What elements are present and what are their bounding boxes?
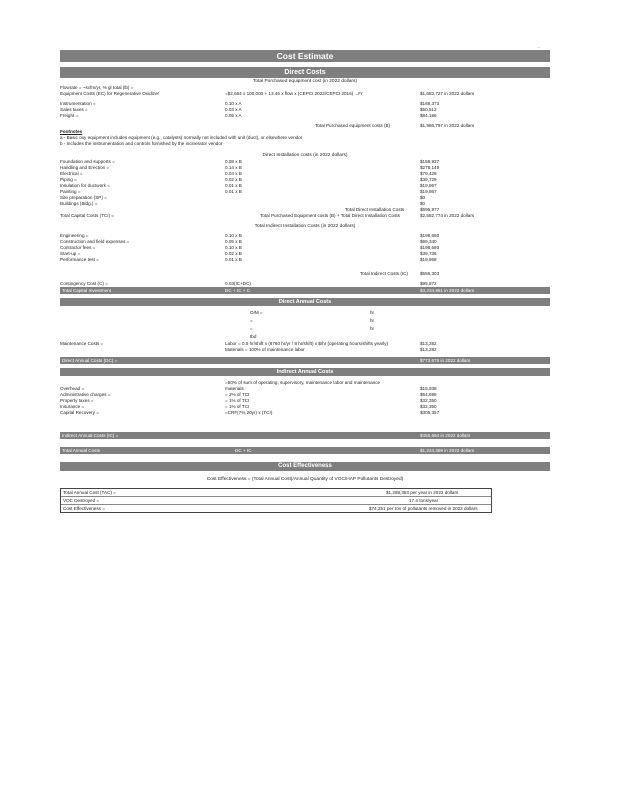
insurance-row: Insurance = = 1% of TCI $32,350 (60, 404, 437, 409)
maintenance-labor-row: Maintenance Costs = Labor = 0.5 hr/shift x (8760 hr/yr / 8 hr/shift) x $/hr (operating hours/shifts yearly) $13,282 (60, 341, 437, 346)
property-taxes-row: Property taxes = = 1% of TCI $32,350 (60, 398, 437, 403)
direct-installation-total-row: Total Direct Installation Costs $595,977 (345, 207, 440, 212)
om-line-2: = hr (250, 318, 375, 323)
direct-annual-total-bar: Direct Annual Costs (DC) = $773,676 in 2022 dollars (60, 357, 550, 364)
total-annual-cost-row: Total Annual Cost (TAC) = $1,288,353 per year in 2022 dollars (61, 489, 491, 497)
insulation-row: Insulation for ductwork = 0.01 x B $19,867 (60, 183, 437, 188)
admin-charges-row: Administrative charges = = 2% of TCI $64,699 (60, 392, 437, 397)
cost-effectiveness-header: Cost Effectiveness (60, 462, 550, 471)
painting-row: Painting = 0.01 x B $19,867 (60, 189, 437, 194)
indirect-annual-header: Indirect Annual Costs (60, 368, 550, 376)
indirect-annual-total-bar: Indirect Annual Costs (IC) = $450,694 in 2022 dollars (60, 432, 550, 439)
contingency-row: Contingency Cost (C) = 0.03(IC+DC) $95,872 (60, 281, 437, 286)
engineering-row: Engineering = 0.10 x B $198,680 (60, 233, 440, 238)
cost-effectiveness-formula: Cost Effectiveness = (Total Annual Cost)/Annual Quantity of VOC/HAP Pollutants Destroyed) (206, 477, 404, 482)
direct-installation-subtitle: Direct Installation costs (in 2022 dollars) (262, 153, 348, 158)
buildings-row: Buildings (Bldg.) = $0 (60, 201, 426, 206)
cost-effectiveness-row: Cost Effectiveness = $74,251 per ton of pollutants removed in 2022 dollars (63, 506, 478, 511)
direct-costs-header: Direct Costs (60, 67, 550, 78)
instrumentation-row: Instrumentation = 0.10 x A $168,373 (60, 101, 440, 106)
startup-row: Start-up = 0.02 x B $39,736 (60, 251, 437, 256)
construction-row: Construction and field expenses = 0.05 x B $99,340 (60, 239, 437, 244)
page-stamp: — (537, 45, 541, 49)
equipment-cost-row: Equipment Costs (EC) for Regenerative Oxidizer =$2,664 x 100,000 + 13.46 x flow x (CEPCI 2022/CEPCI 2016) ...Fr $1,683,727 in 2022 dollars (60, 91, 475, 96)
flowrate-row: Flowrate = ~scfm/yr, % gl total (lb) = (60, 85, 134, 90)
capital-recovery-row: Capital Recovery = =CRF(7%,20yr) x (TCI) $305,357 (60, 410, 440, 415)
footnotes-title: Footnotes (60, 129, 83, 134)
electrical-row: Electrical = 0.04 x B $79,428 (60, 171, 437, 176)
om-line-4: tbd (250, 334, 257, 339)
overhead-row: Overhead = materials $15,938 (60, 386, 437, 391)
handling-row: Handling and Erection = 0.14 x B $278,149 (60, 165, 440, 170)
page-title: Cost Estimate (60, 50, 550, 62)
total-annual-cost-bar: Total Annual Costs DC + IC $1,224,369 in 2022 dollars (60, 447, 550, 454)
cost-estimate-sheet (60, 50, 550, 513)
footnote-a: a - Basic oxy equipment includes equipment (e.g., catalysts) normally not included with unit (duct), or elsewhere vendor (60, 135, 303, 140)
direct-annual-header: Direct Annual Costs (60, 298, 550, 306)
piping-row: Piping = 0.02 x B $39,729 (60, 177, 437, 182)
voc-destroyed-row: VOC Destroyed = 17.4 tons/year (61, 497, 491, 505)
foundation-row: Foundation and supports = 0.08 x B $158,937 (60, 159, 440, 164)
direct-costs-subtitle: Total Purchased equipment cost (in 2022 dollars) (253, 79, 357, 84)
om-line-1: O/M = hr (250, 310, 375, 315)
performance-test-row: Performance test = 0.01 x B $19,868 (60, 257, 437, 262)
footnote-b: b - Includes the instrumentation and controls furnished by the incinerator vendor (60, 141, 223, 146)
indirect-installation-subtitle: Total Indirect Installation Costs (in 2022 dollars) (254, 224, 356, 229)
total-capital-investment-bar: Total Capital Investment DC + IC + C $3,234,951 in 2022 dollars (60, 287, 550, 294)
sales-taxes-row: Sales taxes = 0.03 x A $50,512 (60, 107, 437, 112)
contractor-fees-row: Contractor fees = 0.10 x B $198,680 (60, 245, 440, 250)
indirect-costs-total-row: Total Indirect Costs (IC) $556,303 (360, 271, 440, 276)
maintenance-materials-row: Materials = 100% of maintenance labor $13,282 (225, 347, 437, 352)
site-prep-row: Site preparation (SP) = $0 (60, 195, 426, 200)
freight-row: Freight = 0.05 x A $84,186 (60, 113, 437, 118)
cost-effectiveness-table (60, 488, 492, 513)
purchased-equipment-total-row: Total Purchased equipment costs (B) $1,986,797 in 2022 dollars (315, 123, 475, 128)
om-line-3: = hr (250, 326, 375, 331)
total-capital-costs-row: Total Capital Costs (TCI) = Total Purchased Equipment costs (B) + Total Direct Installation Costs $2,582,774 in 2022 dollars (60, 213, 475, 218)
overhead-note-row: =60% of sum of operating, supervisory, maintenance labor and maintenance (225, 380, 381, 385)
